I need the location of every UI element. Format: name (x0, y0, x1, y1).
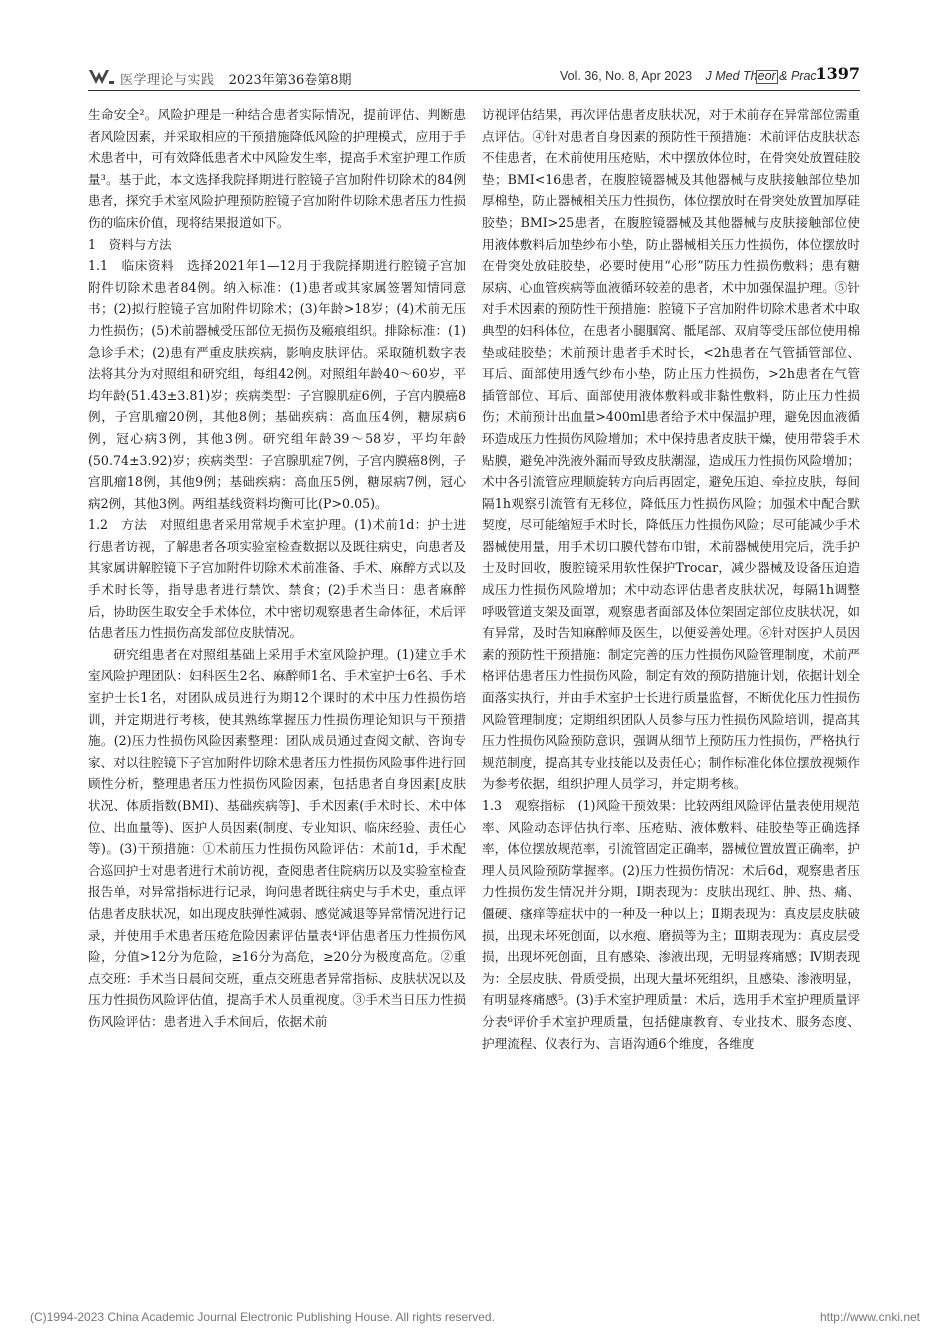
copyright-notice: (C)1994-2023 China Academic Journal Electronic Publishing House. All rights reserved. (30, 1310, 495, 1324)
volume-cn: 2023年第36卷第8期 (228, 73, 352, 88)
journal-name-cn: 医学理论与实践 (120, 73, 215, 88)
header-right (560, 69, 817, 83)
page-number: 1397 (815, 64, 860, 83)
paragraph: 访视评估结果，再次评估患者皮肤状况，对于术前存在异常部位需重点评估。④针对患者自身因素的预防性干预措施：术前评估皮肤状态不佳患者，在术前使用压疮贴，术中摆放体位时，在骨突处放置硅胶垫；BMI<16患者，在腹腔镜器械及其他器械与皮肤接触部位垫加厚棉垫，防止器械相关压力性损伤，体位摆放时在骨突处放置加厚硅胶垫；BMI>25患者，在腹腔镜器械及其他器械与皮肤接触部位使用液体敷料后加垫纱布小垫，防止器械相关压力性损伤，体位摆放时在骨突处放硅胶垫，必要时使用“心形”防压力性损伤敷料；患有糖尿病、心血管疾病等血液循环较差的患者，术中加强保温护理。⑤针对手术因素的预防性干预措施：腔镜下子宫加附件切除术患者术中取典型的妇科体位，在患者小腿腘窝、骶尾部、双肩等受压部位使用棉垫或硅胶垫；术前预计患者手术时长，<2h患者在气管插管部位、耳后、面部使用透气纱布小垫，防止压力性损伤，>2h患者在气管插管部位、耳后、面部使用液体敷料或非黏性敷料，防止压力性损伤；术前预计出血量>400ml患者给予术中保温护理，避免因血液循环造成压力性损伤风险增加；术中保持患者皮肤干燥，使用带袋手术贴膜，避免冲洗液外漏而导致皮肤潮湿，造成压力性损伤风险增加；术中各引流管应理顺旋转方向后再固定，避免压迫、牵拉皮肤，每间隔1h观察引流管有无移位，降低压力性损伤风险；加强术中配合默契度，尽可能缩短手术时长，降低压力性损伤风险；尽可能减少手术器械使用量，用手术切口膜代替布巾钳，术前器械使用完后，洗手护士及时回收，腹腔镜采用软性保护Trocar，减少器械及设备压迫造成压力性损伤风险增加；术中动态评估患者皮肤状况，每隔1h调整呼吸管道支架及面罩，观察患者面部及体位架固定部位皮肤状况，如有异常，及时告知麻醉师及医生，以便妥善处理。⑥针对医护人员因素的预防性干预措施：制定完善的压力性损伤风险管理制度，术前严格评估患者压力性损伤风险，制定有效的预防措施计划，依据计划全面落实执行，并由手术室护士长进行质量监督，不断优化压力性损伤风险管理制度；定期组织团队人员参与压力性损伤风险培训，提高其压力性损伤风险预防意识，强调从细节上预防压力性损伤，严格执行规范制度，提高其专业技能以及责任心；制作标准化体位摆放视频作为参考依据，组织护理人员学习，并定期考核。 (482, 107, 860, 792)
header-left (120, 69, 352, 88)
paragraph: 1.3 观察指标 (1)风险干预效果：比较两组风险评估量表使用规范率、风险动态评估执行率、压疮贴、液体敷料、硅胶垫等正确选择率，体位摆放规范率，引流管固定正确率，器械位置放置正确率，护理人员风险预防掌握率。(2)压力性损伤情况：术后6d，观察患者压力性损伤发生情况并分期，Ⅰ期表现为：皮肤出现红、肿、热、痛、僵硬、瘙痒等症状中的一种及一种以上；Ⅱ期表现为：真皮层皮肤破损，出现未坏死创面，以水疱、磨损等为主；Ⅲ期表现为：真皮层受损，出现坏死创面，且有感染、渗液出现，无明显疼痛感；Ⅳ期表现为：全层皮肤、骨质受损，出现大量坏死组织，且感染、渗液明显，有明显疼痛感⁵。(3)手术室护理质量：术后，选用手术室护理质量评分表⁶评价手术室护理质量，包括健康教育、专业技术、服务态度、护理流程、仪表行为、言语沟通6个维度，各维度 (482, 798, 860, 1051)
paragraph: 1.2 方法 对照组患者采用常规手术室护理。(1)术前1d：护士进行患者访视，了解患者各项实验室检查数据以及既往病史，向患者及其家属讲解腔镜下子宫加附件切除术术前准备、手术、麻醉方式以及手术时长等，指导患者进行禁饮、禁食；(2)手术当日：患者麻醉后，协助医生取安全手术体位，术中密切观察患者生命体征，术后评估患者压力性损伤高发部位皮肤情况。 (88, 517, 466, 641)
left-column (88, 104, 466, 1033)
paragraph: 1.1 临床资料 选择2021年1—12月于我院择期进行腔镜子宫加附件切除术患者84例。纳入标准：(1)患者或其家属签署知情同意书；(2)拟行腔镜子宫加附件切除术；(3)年龄>18岁；(4)术前无压力性损伤；(5)术前器械受压部位无损伤及瘢痕组织。排除标准：(1)急诊手术；(2)患有严重皮肤疾病，影响皮肤评估。采取随机数字表法将其分为对照组和研究组，每组42例。对照组年龄40～60岁，平均年龄(51.43±3.81)岁；疾病类型：子宫腺肌症6例，子宫内膜癌8例，子宫肌瘤20例，其他8例；基础疾病：高血压4例，糖尿病6例，冠心病3例，其他3例。研究组年龄39～58岁，平均年龄(50.74±3.92)岁；疾病类型：子宫腺肌症7例，子宫内膜癌8例，子宫肌瘤18例，其他9例；基础疾病：高血压5例，糖尿病7例，冠心病2例，其他3例。两组基线资料均衡可比(P>0.05)。 (88, 258, 466, 511)
section-heading: 1 资料与方法 (88, 236, 172, 252)
volume-en: Vol. 36, No. 8, Apr 2023 (560, 69, 693, 83)
right-column (482, 104, 860, 1054)
journal-logo-icon (88, 68, 114, 86)
footer (30, 1310, 920, 1324)
journal-name-en: J Med Theor & Prac (705, 69, 817, 83)
header-box-icon (756, 70, 778, 84)
running-header (88, 64, 860, 91)
cnki-link[interactable]: http://www.cnki.net (819, 1310, 920, 1324)
paragraph: 研究组患者在对照组基础上采用手术室风险护理。(1)建立手术室风险护理团队：妇科医生2名、麻醉师1名、手术室护士6名、手术室护士长1名，对团队成员进行为期12个课时的术中压力性损伤培训，并定期进行考核，使其熟练掌握压力性损伤理论知识与干预措施。(2)压力性损伤风险因素整理：团队成员通过查阅文献、咨询专家、对以往腔镜下子宫加附件切除术患者压力性损伤风险事件进行回顾性分析，整理患者压力性损伤风险因素，包括患者自身因素[皮肤状况、体质指数(BMI)、基础疾病等]、手术因素(手术时长、术中体位、出血量等)、医护人员因素(制度、专业知识、临床经验、责任心等)。(3)干预措施：①术前压力性损伤风险评估：术前1d，手术配合巡回护士对患者进行术前访视，查阅患者住院病历以及实验室检查报告单，对异常指标进行记录，询问患者既往病史与手术史，重点评估患者皮肤状况，如出现皮肤弹性减弱、感觉减退等异常情况进行记录，并使用手术患者压疮危险因素评估量表⁴评估患者压力性损伤风险，分值>12分为危险，≥16分为高危，≥20分为极度高危。②重点交班：手术当日晨间交班，重点交班患者异常指标、皮肤状况以及压力性损伤风险评估值，提高手术人员重视度。③手术当日压力性损伤风险评估：患者进入手术间后，依据术前 (88, 646, 466, 1029)
paragraph: 生命安全²。风险护理是一种结合患者实际情况，提前评估、判断患者风险因素，并采取相应的干预措施降低风险的护理模式，应用于手术患者中，可有效降低患者术中风险发生率，提高手术室护理工作质量³。基于此，本文选择我院择期进行腔镜子宫加附件切除术的84例患者，探究手术室风险护理预防腔镜子宫加附件切除术患者压力性损伤的临床价值，现将结果报道如下。 (88, 107, 466, 230)
